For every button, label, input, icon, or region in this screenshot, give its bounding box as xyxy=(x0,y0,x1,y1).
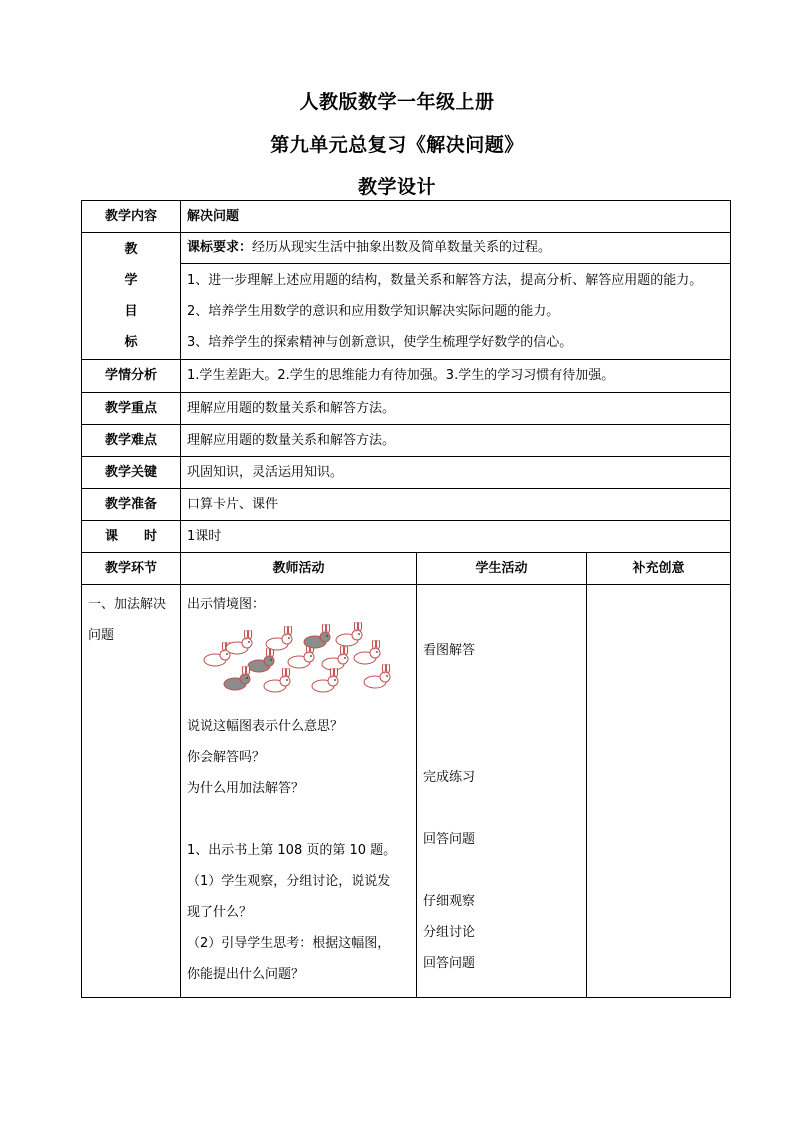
teacher-line: 说说这幅图表示什么意思？ xyxy=(187,719,344,734)
objective-item: 3、培养学生的探索精神与创新意识，使学生梳理学好数学的信心。 xyxy=(187,335,573,350)
row-key xyxy=(82,457,731,489)
value-key-point: 理解应用题的数量关系和解答方法。 xyxy=(181,393,731,425)
student-line: 回答问题 xyxy=(423,956,476,971)
student-line: 分组讨论 xyxy=(423,925,476,940)
rabbits-illustration xyxy=(201,620,391,700)
process-header-row xyxy=(82,553,731,585)
value-analysis: 1.学生差距大。2.学生的思维能力有待加强。3.学生的学习习惯有待加强。 xyxy=(181,360,731,393)
label-hours: 课 时 xyxy=(82,521,181,553)
stage-line: 一、加法解决 xyxy=(88,597,167,612)
objective-char-1: 教 xyxy=(124,242,138,257)
row-difficulty xyxy=(82,425,731,457)
document-title: 人教版数学一年级上册 xyxy=(299,91,495,113)
lesson-plan-table xyxy=(81,200,731,998)
document-heading: 教学设计 xyxy=(357,176,436,198)
process-row xyxy=(82,585,731,998)
student-line xyxy=(423,793,580,824)
value-difficulty: 理解应用题的数量关系和解答方法。 xyxy=(181,425,731,457)
row-content xyxy=(82,201,731,233)
teacher-line: 为什么用加法解答？ xyxy=(187,781,305,796)
label-key: 教学关键 xyxy=(82,457,181,489)
teacher-cell xyxy=(181,585,417,998)
teacher-line: 现了什么？ xyxy=(187,905,253,920)
label-prep: 教学准备 xyxy=(82,489,181,521)
teacher-lines xyxy=(187,711,410,990)
header-stage: 教学环节 xyxy=(82,553,181,585)
objective-char-2: 学 xyxy=(124,273,138,288)
rabbit-icon xyxy=(221,666,253,692)
student-cell xyxy=(417,585,587,998)
row-analysis xyxy=(82,360,731,393)
header-creative: 补充创意 xyxy=(587,553,731,585)
student-first: 看图解答 xyxy=(423,643,476,658)
student-line: 完成练习 xyxy=(423,770,476,785)
student-line xyxy=(423,855,580,886)
student-line xyxy=(423,731,580,762)
stage-cell xyxy=(82,585,181,998)
teacher-line xyxy=(187,804,410,835)
value-prep: 口算卡片、课件 xyxy=(181,489,731,521)
document-subtitle: 第九单元总复习《解决问题》 xyxy=(270,134,524,156)
teacher-intro: 出示情境图： xyxy=(187,597,266,612)
teacher-line: 你会解答吗？ xyxy=(187,750,266,765)
rabbit-icon xyxy=(351,640,383,666)
standard-text: 经历从现实生活中抽象出数及简单数量关系的过程。 xyxy=(252,240,552,256)
rabbit-icon xyxy=(361,664,393,690)
value-standard xyxy=(181,233,731,264)
header-teacher: 教师活动 xyxy=(181,553,417,585)
standard-label: 课标要求： xyxy=(187,240,253,256)
value-hours: 1课时 xyxy=(181,521,731,553)
objective-char-4: 标 xyxy=(124,335,138,350)
objective-char-3: 目 xyxy=(124,304,138,319)
student-line xyxy=(423,700,580,731)
student-line: 仔细观察 xyxy=(423,894,476,909)
row-hours xyxy=(82,521,731,553)
row-key-point xyxy=(82,393,731,425)
label-objectives xyxy=(82,233,181,360)
row-prep xyxy=(82,489,731,521)
row-standard xyxy=(82,233,731,264)
rabbit-icon xyxy=(261,668,293,694)
teacher-line: 1、出示书上第 108 页的第 10 题。 xyxy=(187,843,397,858)
objective-item: 2、培养学生用数学的意识和应用数学知识解决实际问题的能力。 xyxy=(187,304,560,319)
label-key-point: 教学重点 xyxy=(82,393,181,425)
label-content: 教学内容 xyxy=(82,201,181,233)
teacher-line: （1）学生观察，分组讨论，说说发 xyxy=(187,874,391,889)
student-lines xyxy=(423,700,580,979)
teacher-line: （2）引导学生思考：根据这幅图， xyxy=(187,936,391,951)
label-difficulty: 教学难点 xyxy=(82,425,181,457)
value-objectives xyxy=(181,264,731,360)
creative-cell xyxy=(587,585,731,998)
value-key: 巩固知识，灵活运用知识。 xyxy=(181,457,731,489)
student-line: 回答问题 xyxy=(423,832,476,847)
teacher-line: 你能提出什么问题？ xyxy=(187,967,305,982)
label-analysis: 学情分析 xyxy=(82,360,181,393)
header-student: 学生活动 xyxy=(417,553,587,585)
objective-item: 1、进一步理解上述应用题的结构，数量关系和解答方法，提高分析、解答应用题的能力。 xyxy=(187,273,703,288)
value-content: 解决问题 xyxy=(181,201,731,233)
rabbit-icon xyxy=(309,668,341,694)
stage-line: 问题 xyxy=(88,628,115,643)
